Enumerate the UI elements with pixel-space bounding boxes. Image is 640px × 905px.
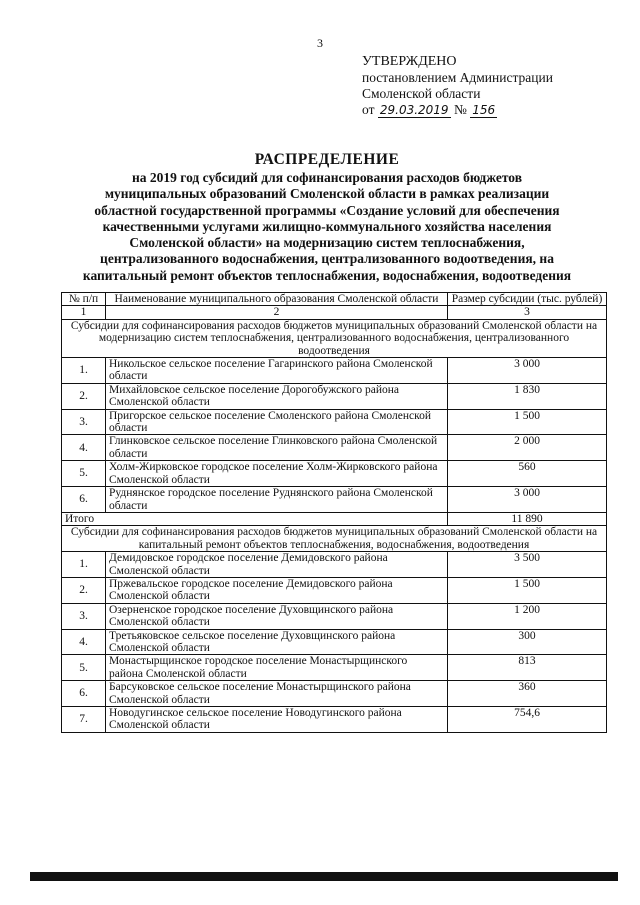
subsidy-distribution-table bbox=[61, 292, 607, 733]
total-row bbox=[62, 512, 607, 525]
row-number: 3. bbox=[62, 409, 106, 435]
table-row bbox=[62, 383, 607, 409]
table-row bbox=[62, 655, 607, 681]
row-name: Озерненское городское поселение Духовщинского района Смоленской области bbox=[106, 603, 448, 629]
row-amount: 3 000 bbox=[448, 487, 607, 513]
table-row bbox=[62, 487, 607, 513]
heading-line: Смоленской области» на модернизацию систем теплоснабжения, bbox=[129, 235, 525, 251]
row-name: Барсуковское сельское поселение Монастырщинского района Смоленской области bbox=[106, 681, 448, 707]
section-title-row bbox=[62, 319, 607, 357]
row-amount: 1 500 bbox=[448, 409, 607, 435]
approval-line-2: Смоленской области bbox=[362, 86, 481, 101]
table-header-row bbox=[62, 293, 607, 306]
section-title-row bbox=[62, 526, 607, 552]
table-row bbox=[62, 358, 607, 384]
row-amount: 360 bbox=[448, 681, 607, 707]
approval-from-label: от bbox=[362, 102, 375, 117]
row-name: Монастырщинское городское поселение Монастырщинского района Смоленской области bbox=[106, 655, 448, 681]
approval-date-line bbox=[362, 102, 632, 118]
total-value: 11 890 bbox=[448, 512, 607, 525]
table-row bbox=[62, 629, 607, 655]
row-name: Новодугинское сельское поселение Новодугинского района Смоленской области bbox=[106, 707, 448, 733]
row-name: Руднянское городское поселение Руднянского района Смоленской области bbox=[106, 487, 448, 513]
row-amount: 1 830 bbox=[448, 383, 607, 409]
row-name: Глинковское сельское поселение Глинковского района Смоленской области bbox=[106, 435, 448, 461]
column-number: 2 bbox=[106, 306, 448, 319]
page-number: 3 bbox=[317, 36, 323, 50]
row-number: 5. bbox=[62, 461, 106, 487]
table-row bbox=[62, 552, 607, 578]
heading-line: областной государственной программы «Создание условий для обеспечения bbox=[94, 202, 560, 218]
document-title: РАСПРЕДЕЛЕНИЕ bbox=[254, 151, 400, 168]
header-number: № п/п bbox=[62, 293, 106, 306]
column-number: 3 bbox=[448, 306, 607, 319]
document-heading bbox=[32, 150, 622, 284]
row-number: 1. bbox=[62, 358, 106, 384]
approval-date-handwritten: 29.03.2019 bbox=[379, 103, 449, 117]
table-row bbox=[62, 461, 607, 487]
row-amount: 3 000 bbox=[448, 358, 607, 384]
section-title: Субсидии для софинансирования расходов бюджетов муниципальных образований Смоленской области на капитальный ремонт объектов теплоснабжения, водоснабжения, водоотведения bbox=[62, 526, 607, 552]
table-row bbox=[62, 577, 607, 603]
row-name: Пржевальское городское поселение Демидовского района Смоленской области bbox=[106, 577, 448, 603]
row-amount: 2 000 bbox=[448, 435, 607, 461]
approval-title: УТВЕРЖДЕНО bbox=[362, 54, 457, 69]
row-name: Демидовское городское поселение Демидовского района Смоленской области bbox=[106, 552, 448, 578]
row-name: Пригорское сельское поселение Смоленского района Смоленской области bbox=[106, 409, 448, 435]
row-amount: 754,6 bbox=[448, 707, 607, 733]
row-amount: 1 500 bbox=[448, 577, 607, 603]
heading-line: централизованного водоснабжения, централизованного водоотведения, на bbox=[100, 251, 554, 267]
row-number: 6. bbox=[62, 487, 106, 513]
row-amount: 300 bbox=[448, 629, 607, 655]
row-amount: 560 bbox=[448, 461, 607, 487]
scan-edge-bar bbox=[30, 872, 618, 881]
row-number: 1. bbox=[62, 552, 106, 578]
column-number-row bbox=[62, 306, 607, 319]
heading-line: качественными услугами жилищно-коммунального хозяйства населения bbox=[102, 218, 552, 234]
table-row bbox=[62, 681, 607, 707]
row-name: Холм-Жирковское городское поселение Холм-Жирковского района Смоленской области bbox=[106, 461, 448, 487]
row-number: 2. bbox=[62, 383, 106, 409]
row-name: Михайловское сельское поселение Дорогобужского района Смоленской области bbox=[106, 383, 448, 409]
table-row bbox=[62, 435, 607, 461]
section-title: Субсидии для софинансирования расходов бюджетов муниципальных образований Смоленской области на модернизацию систем теплоснабжения, централизованного водоснабжения, централизованного водоотведения bbox=[62, 319, 607, 357]
column-number: 1 bbox=[62, 306, 106, 319]
table-row bbox=[62, 707, 607, 733]
total-label: Итого bbox=[62, 512, 448, 525]
table-row bbox=[62, 409, 607, 435]
row-number: 2. bbox=[62, 577, 106, 603]
row-number: 5. bbox=[62, 655, 106, 681]
header-amount: Размер субсидии (тыс. рублей) bbox=[448, 293, 607, 306]
row-number: 3. bbox=[62, 603, 106, 629]
row-number: 6. bbox=[62, 681, 106, 707]
row-number: 7. bbox=[62, 707, 106, 733]
table-row bbox=[62, 603, 607, 629]
heading-line: капитальный ремонт объектов теплоснабжения, водоснабжения, водоотведения bbox=[82, 267, 572, 283]
row-name: Никольское сельское поселение Гагаринского района Смоленской области bbox=[106, 358, 448, 384]
heading-line: муниципальных образований Смоленской области в рамках реализации bbox=[104, 186, 550, 202]
header-name: Наименование муниципального образования Смоленской области bbox=[106, 293, 448, 306]
row-number: 4. bbox=[62, 435, 106, 461]
approval-number-label: № bbox=[453, 102, 467, 117]
row-name: Третьяковское сельское поселение Духовщинского района Смоленской области bbox=[106, 629, 448, 655]
approval-number-handwritten: 156 bbox=[472, 103, 496, 117]
row-amount: 1 200 bbox=[448, 603, 607, 629]
row-number: 4. bbox=[62, 629, 106, 655]
row-amount: 813 bbox=[448, 655, 607, 681]
heading-line: на 2019 год субсидий для софинансирования расходов бюджетов bbox=[132, 170, 522, 185]
approval-line-1: постановлением Администрации bbox=[362, 70, 553, 85]
row-amount: 3 500 bbox=[448, 552, 607, 578]
approval-block bbox=[362, 54, 632, 118]
